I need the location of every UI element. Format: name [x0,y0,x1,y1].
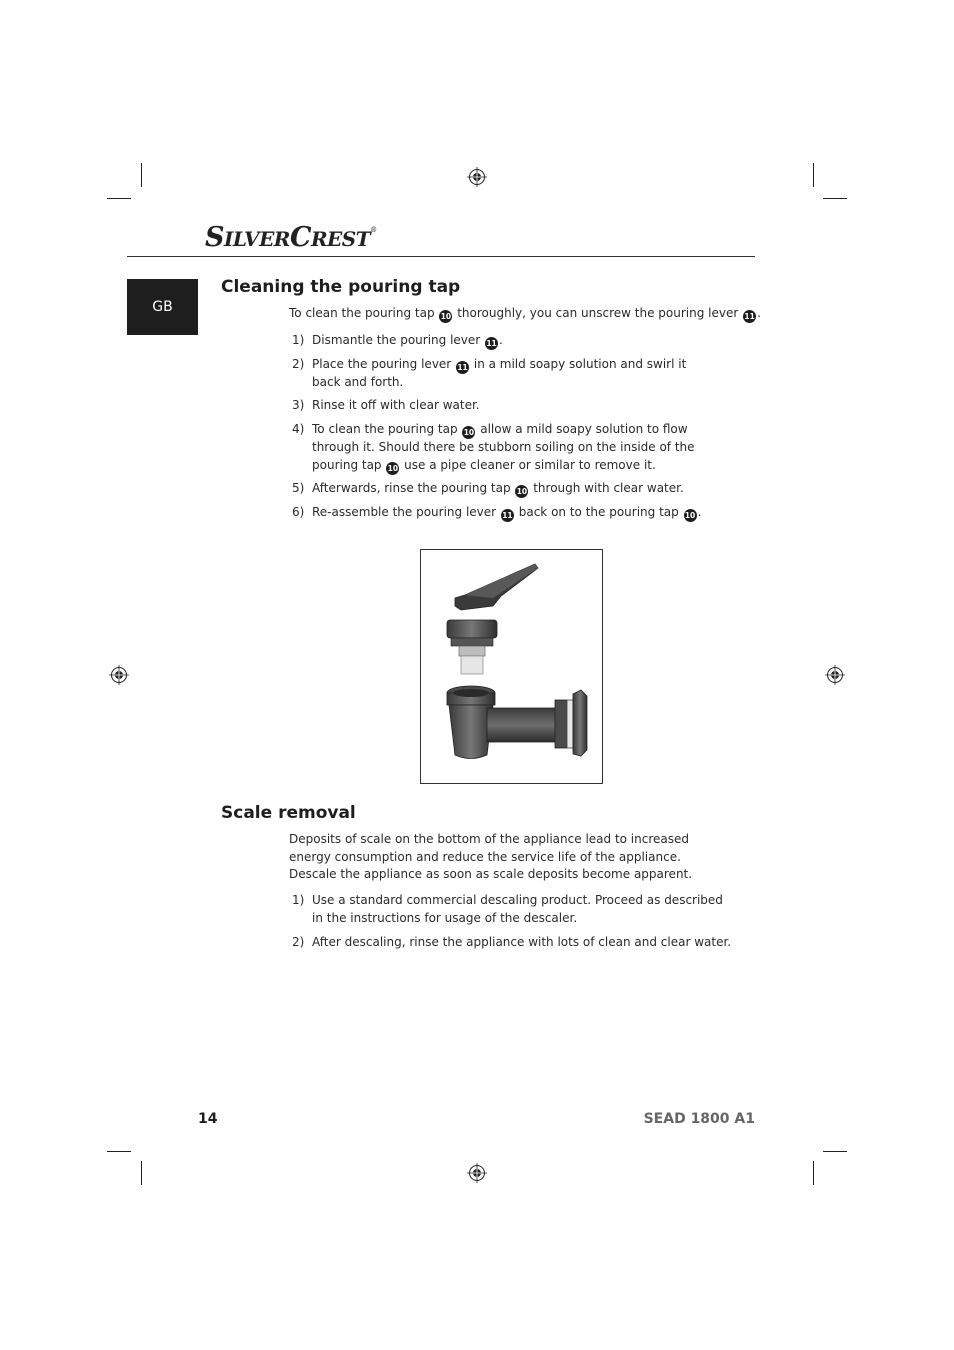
part-number-badge: 10 [516,487,528,496]
list-item: 4) To clean the pouring tap 10 allow a mild soapy solution to flow through it. Should there be stubborn soiling on the inside of the pouring tap 10 use a pipe cleaner or similar to remove it. [292,422,695,473]
crop-mark-bottom-left-vertical [141,1161,142,1185]
registration-mark-icon [467,1163,487,1183]
crop-mark-bottom-left-horizontal [107,1151,131,1152]
crop-mark-bottom-right-horizontal [823,1151,847,1152]
list-item: 5) Afterwards, rinse the pouring tap 10 through with clear water. [292,481,684,496]
model-number: SEAD 1800 A1 [643,1111,755,1127]
section-intro: To clean the pouring tap 10 thoroughly, you can unscrew the pouring lever 11 . [289,306,761,321]
list-item: 1) Dismantle the pouring lever 11 . [292,333,503,348]
crop-mark-top-right-horizontal [823,198,847,199]
section-heading-scale-removal: Scale removal [221,803,356,823]
list-item: 3) Rinse it off with clear water. [292,398,480,412]
part-number-badge: 11 [502,511,513,520]
tap-drawing [421,550,602,783]
registration-mark-icon [467,167,487,187]
crop-mark-top-left-horizontal [107,198,131,199]
list-item: 2) Place the pouring lever 11 in a mild soapy solution and swirl it back and forth. [292,357,687,389]
logo-text: REST [310,227,371,251]
part-number-badge: 10 [684,511,696,520]
part-number-badge: 11 [486,339,497,348]
logo-letter: S [205,222,224,253]
list-item: 6) Re-assemble the pouring lever 11 back on to the pouring tap 10 . [292,505,702,520]
part-number-badge: 10 [440,312,452,321]
list-item: 2) After descaling, rinse the appliance with lots of clean and clear water. [292,935,732,949]
crop-mark-top-right-vertical [813,163,814,187]
list-item: 1) Use a standard commercial descaling product. Proceed as described in the instructions for usage of the descaler. [292,893,723,925]
language-tab: GB [127,279,198,335]
section-heading-cleaning: Cleaning the pouring tap [221,277,461,297]
logo-text: ILVER [224,227,290,251]
pouring-tap-illustration [420,549,603,784]
brand-logo [205,222,377,253]
page-number: 14 [198,1111,218,1127]
registration-mark-icon [109,665,129,685]
part-number-badge: 10 [387,463,399,473]
logo-letter: C [289,222,311,253]
crop-mark-top-left-vertical [141,163,142,187]
registered-mark: ® [370,226,377,234]
registration-mark-icon [825,665,845,685]
part-number-badge: 10 [463,428,475,437]
section-intro: Descale the appliance as soon as scale deposits become apparent. [289,867,693,881]
part-number-badge: 11 [457,363,468,372]
part-number-badge: 11 [744,312,755,321]
header-rule [127,256,755,257]
section-intro: Deposits of scale on the bottom of the appliance lead to increased energy consumption and reduce the service life of the appliance. [289,832,689,864]
crop-mark-bottom-right-vertical [813,1161,814,1185]
